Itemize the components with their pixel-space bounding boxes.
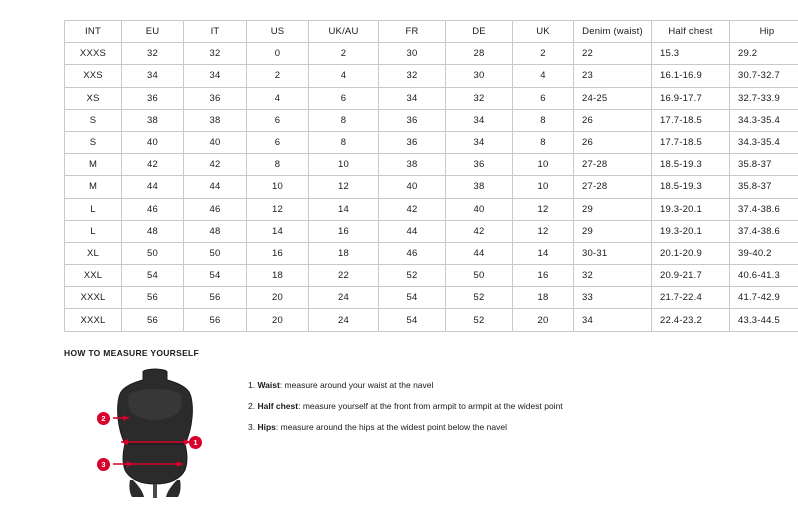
table-cell: 38 [446,176,513,198]
table-cell: 8 [309,131,379,153]
table-cell: 56 [122,309,184,331]
table-row [65,198,798,220]
column-header-half-chest: Half chest [652,21,730,43]
table-cell: XXL [65,265,122,287]
table-cell: 30-31 [574,242,652,264]
table-cell: L [65,220,122,242]
table-cell: 23 [574,65,652,87]
table-cell: 17.7-18.5 [652,109,730,131]
table-cell: 44 [379,220,446,242]
size-chart-container [64,20,780,332]
table-cell: 32 [379,65,446,87]
measure-instruction-text: : measure around your waist at the navel [279,380,434,390]
table-cell: 10 [309,154,379,176]
table-cell: 20.9-21.7 [652,265,730,287]
column-header-it: IT [184,21,247,43]
table-cell: 29 [574,220,652,242]
table-cell: 54 [379,287,446,309]
table-cell: 18.5-19.3 [652,176,730,198]
table-row [65,109,798,131]
table-row [65,220,798,242]
table-cell: L [65,198,122,220]
table-row [65,154,798,176]
table-cell: 44 [122,176,184,198]
measure-bullet-1: 1 [189,436,202,449]
table-cell: 15.3 [652,43,730,65]
table-cell: 18 [247,265,309,287]
table-cell: S [65,109,122,131]
table-cell: 42 [184,154,247,176]
table-cell: 12 [513,220,574,242]
table-cell: 46 [184,198,247,220]
measure-instruction-term: Waist [257,380,280,390]
table-cell: 6 [247,131,309,153]
table-cell: 18.5-19.3 [652,154,730,176]
table-cell: 54 [379,309,446,331]
table-cell: 38 [184,109,247,131]
table-cell: M [65,176,122,198]
table-cell: 50 [446,265,513,287]
how-to-measure-body [64,368,764,498]
table-cell: 37.4-38.6 [730,220,798,242]
table-cell: 33 [574,287,652,309]
table-cell: 52 [379,265,446,287]
size-chart-body [65,43,798,331]
table-cell: 4 [247,87,309,109]
table-cell: 48 [184,220,247,242]
table-cell: M [65,154,122,176]
mannequin-illustration-icon [99,368,224,498]
table-cell: 40 [379,176,446,198]
table-cell: 52 [446,287,513,309]
table-cell: 40.6-41.3 [730,265,798,287]
table-cell: 50 [184,242,247,264]
table-header-row [65,21,798,43]
table-cell: 27-28 [574,154,652,176]
table-cell: 36 [122,87,184,109]
table-cell: 14 [247,220,309,242]
table-cell: 44 [446,242,513,264]
how-to-measure-section [64,348,764,498]
measure-instruction [248,422,563,432]
table-cell: 29.2 [730,43,798,65]
table-cell: 44 [184,176,247,198]
table-cell: 40 [446,198,513,220]
table-cell: 22 [574,43,652,65]
table-cell: 37.4-38.6 [730,198,798,220]
table-cell: 40 [184,131,247,153]
measure-instruction [248,401,563,411]
mannequin-figure [99,368,224,498]
measure-bullet-3: 3 [97,458,110,471]
table-cell: 30.7-32.7 [730,65,798,87]
table-cell: 34 [446,131,513,153]
table-row [65,65,798,87]
column-header-int: INT [65,21,122,43]
column-header-eu: EU [122,21,184,43]
table-cell: XXXL [65,309,122,331]
table-cell: XL [65,242,122,264]
table-cell: 26 [574,131,652,153]
table-cell: 34.3-35.4 [730,109,798,131]
table-cell: 16 [247,242,309,264]
measure-instruction-list [248,368,563,444]
table-cell: 16.1-16.9 [652,65,730,87]
table-cell: 0 [247,43,309,65]
table-cell: 10 [513,154,574,176]
table-cell: 34.3-35.4 [730,131,798,153]
table-cell: 32 [184,43,247,65]
measure-instruction-number: 3. [248,422,256,433]
table-cell: 38 [122,109,184,131]
table-cell: 24-25 [574,87,652,109]
table-cell: 2 [513,43,574,65]
table-cell: 10 [247,176,309,198]
table-cell: 36 [379,131,446,153]
table-cell: 26 [574,109,652,131]
table-cell: 20 [247,309,309,331]
table-cell: 27-28 [574,176,652,198]
table-cell: 14 [309,198,379,220]
table-cell: 16 [309,220,379,242]
table-cell: 10 [513,176,574,198]
column-header-uk-au: UK/AU [309,21,379,43]
table-cell: 42 [379,198,446,220]
measure-instruction-text: : measure yourself at the front from armpit to armpit at the widest point [298,401,563,412]
table-cell: XXS [65,65,122,87]
table-row [65,176,798,198]
measure-instruction [248,380,563,390]
measure-instruction-term: Half chest [257,401,299,412]
table-cell: 52 [446,309,513,331]
table-cell: 20 [513,309,574,331]
table-cell: 54 [122,265,184,287]
table-cell: 32.7-33.9 [730,87,798,109]
table-cell: S [65,131,122,153]
table-cell: 2 [247,65,309,87]
table-cell: 42 [446,220,513,242]
column-header-us: US [247,21,309,43]
table-cell: XXXL [65,287,122,309]
table-cell: 22 [309,265,379,287]
table-cell: 36 [446,154,513,176]
table-cell: 8 [513,109,574,131]
table-cell: 8 [309,109,379,131]
table-cell: 36 [379,109,446,131]
measure-bullet-2: 2 [97,412,110,425]
table-cell: 12 [513,198,574,220]
column-header-fr: FR [379,21,446,43]
table-cell: 4 [309,65,379,87]
table-cell: 34 [184,65,247,87]
column-header-de: DE [446,21,513,43]
table-cell: 42 [122,154,184,176]
table-row [65,43,798,65]
table-cell: 12 [247,198,309,220]
table-cell: 43.3-44.5 [730,309,798,331]
table-cell: 4 [513,65,574,87]
table-cell: 21.7-22.4 [652,287,730,309]
measure-instruction-term: Hips [257,422,276,433]
table-cell: 19.3-20.1 [652,198,730,220]
table-cell: 34 [379,87,446,109]
table-row [65,87,798,109]
table-cell: 35.8-37 [730,154,798,176]
table-cell: 56 [184,287,247,309]
table-cell: 34 [122,65,184,87]
table-row [65,287,798,309]
table-row [65,131,798,153]
table-cell: 16.9-17.7 [652,87,730,109]
table-cell: 24 [309,309,379,331]
column-header-denim-waist: Denim (waist) [574,21,652,43]
table-cell: 17.7-18.5 [652,131,730,153]
table-cell: 18 [513,287,574,309]
table-cell: 54 [184,265,247,287]
table-cell: 6 [309,87,379,109]
table-cell: 28 [446,43,513,65]
table-cell: 22.4-23.2 [652,309,730,331]
table-cell: 18 [309,242,379,264]
table-cell: 46 [379,242,446,264]
table-cell: 30 [446,65,513,87]
table-cell: 8 [247,154,309,176]
table-cell: 32 [122,43,184,65]
table-cell: 41.7-42.9 [730,287,798,309]
table-cell: 29 [574,198,652,220]
column-header-hip: Hip [730,21,798,43]
table-cell: 32 [446,87,513,109]
measure-instruction-number: 2. [248,401,256,412]
table-cell: 2 [309,43,379,65]
table-cell: XXXS [65,43,122,65]
table-cell: 30 [379,43,446,65]
table-row [65,242,798,264]
table-cell: XS [65,87,122,109]
table-cell: 34 [446,109,513,131]
table-cell: 16 [513,265,574,287]
table-cell: 46 [122,198,184,220]
measure-instruction-number: 1. [248,380,256,390]
table-cell: 39-40.2 [730,242,798,264]
table-cell: 6 [247,109,309,131]
table-row [65,309,798,331]
table-cell: 35.8-37 [730,176,798,198]
table-cell: 56 [184,309,247,331]
table-cell: 40 [122,131,184,153]
table-cell: 20.1-20.9 [652,242,730,264]
size-chart-head [65,21,798,43]
table-cell: 36 [184,87,247,109]
size-chart-table [64,20,798,332]
table-cell: 38 [379,154,446,176]
measure-instruction-text: : measure around the hips at the widest point below the navel [275,422,507,433]
table-cell: 50 [122,242,184,264]
table-cell: 48 [122,220,184,242]
table-cell: 56 [122,287,184,309]
table-row [65,265,798,287]
table-cell: 34 [574,309,652,331]
table-cell: 8 [513,131,574,153]
column-header-uk: UK [513,21,574,43]
table-cell: 32 [574,265,652,287]
table-cell: 12 [309,176,379,198]
table-cell: 20 [247,287,309,309]
table-cell: 24 [309,287,379,309]
how-to-measure-title: HOW TO MEASURE YOURSELF [64,348,200,358]
table-cell: 14 [513,242,574,264]
table-cell: 6 [513,87,574,109]
table-cell: 19.3-20.1 [652,220,730,242]
